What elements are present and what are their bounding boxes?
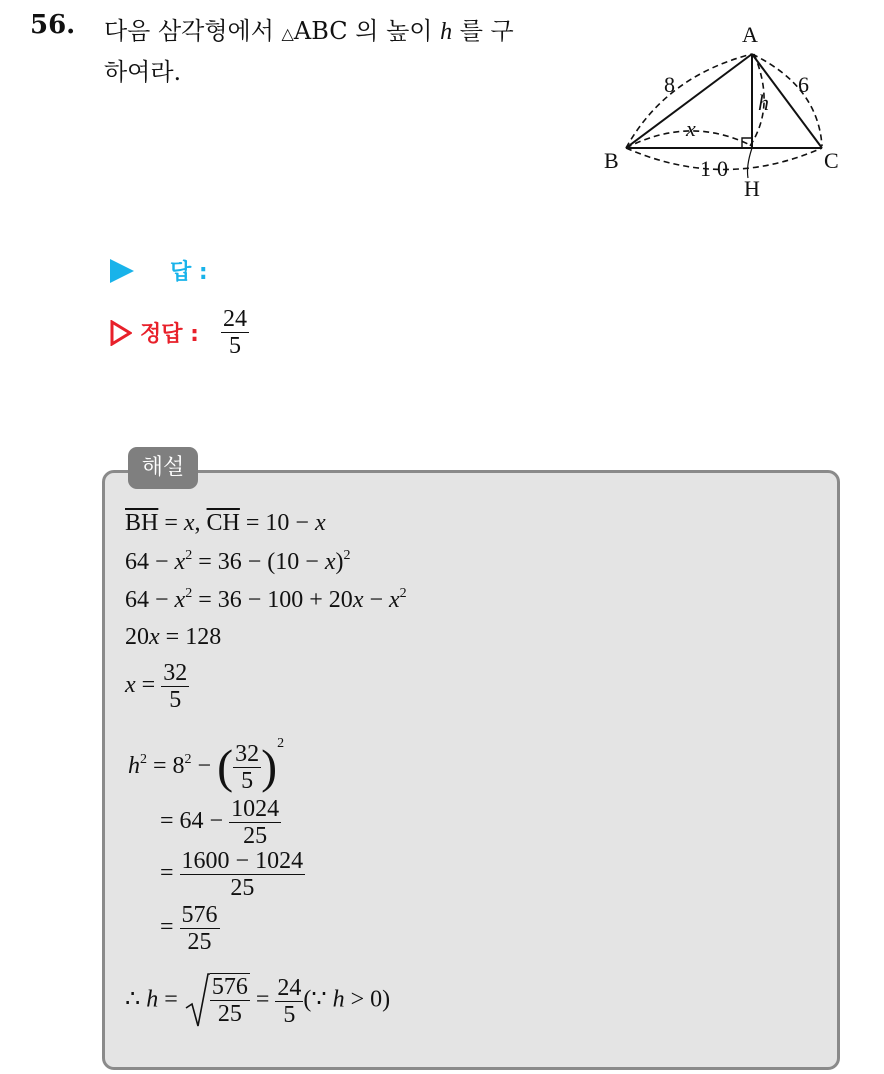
solution-line-10: ∴ h = $\frac{576}{25}$ = $\frac{24}{5}$ (∵ h > 0) [125,972,390,1030]
solution-line-6: $h^2 = 8^2$ − ( $\frac{32}{5}$ )$^2$ [128,736,285,794]
label-a: A [742,22,758,47]
h-pointer [748,148,753,178]
solution-line-7: = 64 − $\frac{1024}{25}$ [160,796,280,849]
answer-row [110,255,208,286]
question-number: 56. [30,10,76,40]
solution-line-8: = $\frac{1600 - 1024}{25}$ [160,848,304,901]
label-h: H [744,176,760,201]
solution-line-1: $\overline{BH} = x$, $\overline{CH} = 10 - x$ [125,510,326,536]
label-height: h [758,90,769,115]
correct-answer-row [110,306,249,359]
solution-line-2: $64 - x^2 = 36 - (10 - x)^2$ [125,548,351,575]
label-bc: 10 [700,156,734,181]
answer-label: 답 : [170,260,208,285]
label-x: x [686,116,696,141]
label-ab: 8 [664,72,675,97]
question-text: 다음 삼각형에서 △ABC 의 높이 h 를 구 하여라. [104,17,514,86]
play-arrow-icon [110,259,134,283]
label-ac: 6 [798,72,809,97]
solution-tab: 해설 [128,447,198,489]
solution-line-9: = $\frac{576}{25}$ [160,902,218,955]
triangle-figure [596,16,866,206]
outline-triangle-icon [110,320,132,346]
label-b: B [604,148,619,173]
sqrt-symbol: $\frac{576}{25}$ [184,972,250,1030]
solution-line-3: $64 - x^2 = 36 - 100 + 20x - x^2$ [125,586,407,613]
solution-line-5: x = $\frac{32}{5}$ [125,660,188,713]
correct-fraction: $\frac{24}{5}$ [222,306,247,359]
correct-label: 정답 : [140,322,199,347]
triangle-symbol: △ [281,24,294,43]
label-c: C [824,148,839,173]
solution-line-4: 20x = 128 [125,624,222,650]
